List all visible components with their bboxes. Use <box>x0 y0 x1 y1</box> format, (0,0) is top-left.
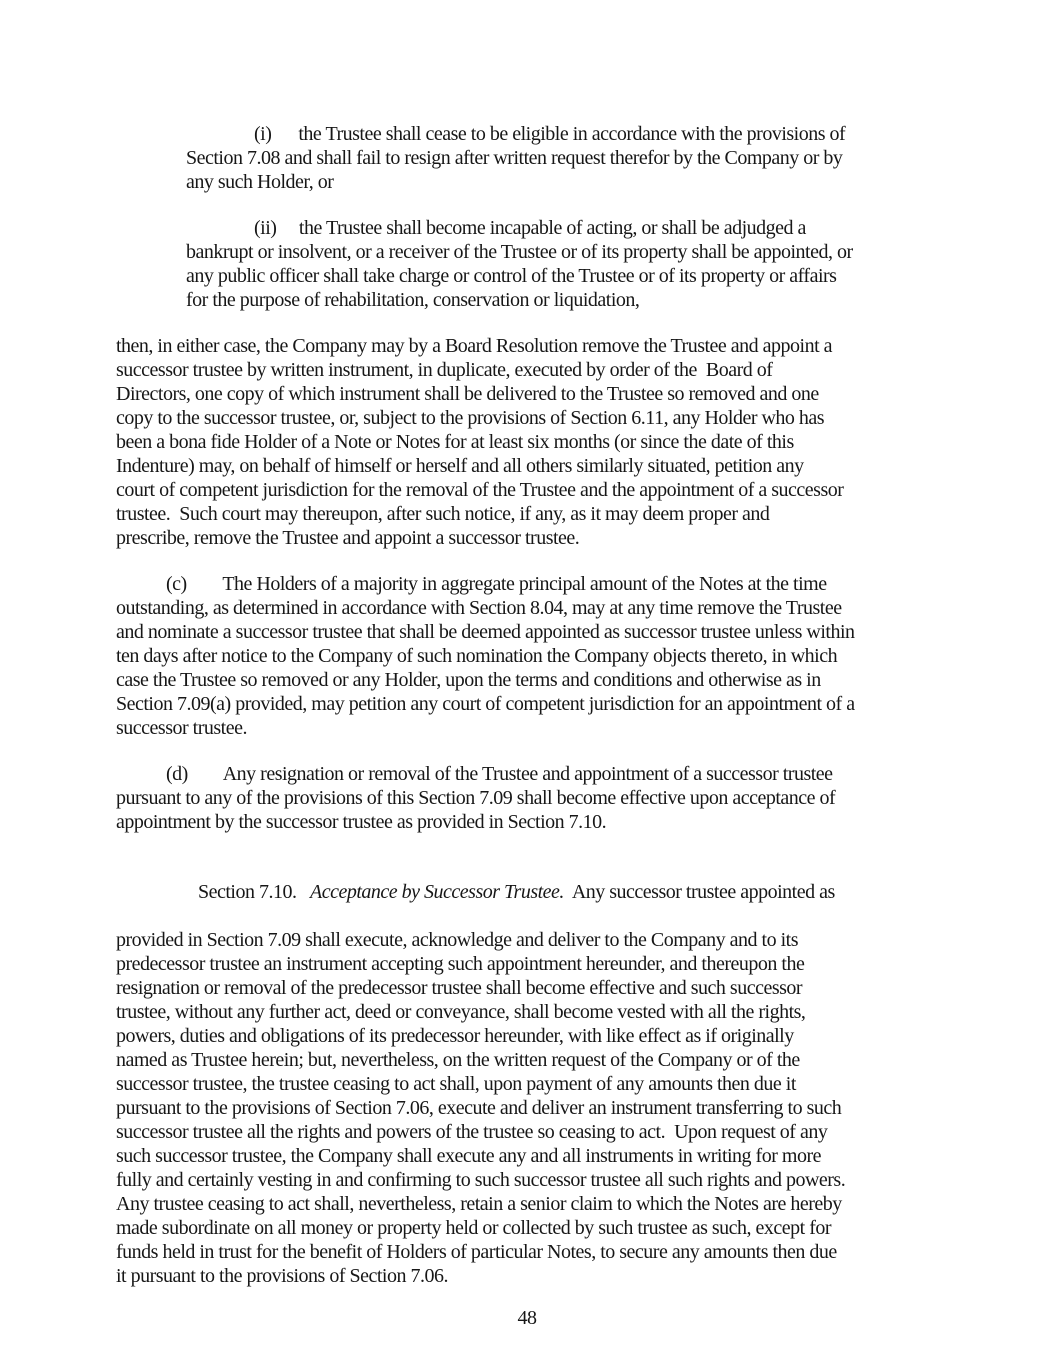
text-line: any such Holder, or <box>186 171 334 193</box>
text-line: for the purpose of rehabilitation, conservation or liquidation, <box>186 289 640 311</box>
text-line: predecessor trustee an instrument accepting such appointment hereunder, and thereupon the <box>116 953 805 975</box>
text-line: Section 7.09(a) provided, may petition any court of competent jurisdiction for an appointment of a <box>116 693 855 715</box>
section-number: Section 7.10. <box>198 881 310 903</box>
text-line: bankrupt or insolvent, or a receiver of the Trustee or of its property shall be appointed, or <box>186 241 853 263</box>
text-line: (ii) the Trustee shall become incapable of acting, or shall be adjudged a <box>254 217 806 239</box>
text-line: trustee. Such court may thereupon, after such notice, if any, as it may deem proper and <box>116 503 770 525</box>
text-line: (d) Any resignation or removal of the Trustee and appointment of a successor trustee <box>166 763 833 785</box>
paragraph-clause-ii <box>116 216 938 312</box>
page-number: 48 <box>517 1307 537 1329</box>
text-line: then, in either case, the Company may by a Board Resolution remove the Trustee and appoint a <box>116 335 833 357</box>
text-line: any public officer shall take charge or control of the Trustee or of its property or affairs <box>186 265 837 287</box>
text-line: prescribe, remove the Trustee and appoint a successor trustee. <box>116 527 580 549</box>
text-line: funds held in trust for the benefit of Holders of particular Notes, to secure any amounts then due <box>116 1241 837 1263</box>
text-line: copy to the successor trustee, or, subject to the provisions of Section 6.11, any Holder who has <box>116 407 825 429</box>
text-line: powers, duties and obligations of its predecessor hereunder, with like effect as if originally <box>116 1025 794 1047</box>
text-line: pursuant to any of the provisions of this Section 7.09 shall become effective upon acceptance of <box>116 787 836 809</box>
page-content <box>116 122 938 1330</box>
page-footer <box>116 1306 938 1330</box>
text-line: Section 7.08 and shall fail to resign after written request therefor by the Company or by <box>186 147 843 169</box>
text-line: outstanding, as determined in accordance with Section 8.04, may at any time remove the Trustee <box>116 597 842 619</box>
text-line: successor trustee, the trustee ceasing to act shall, upon payment of any amounts then due it <box>116 1073 796 1095</box>
text-line: Indenture) may, on behalf of himself or herself and all others similarly situated, petition any <box>116 455 804 477</box>
section-title: Acceptance by Successor Trustee. <box>310 881 564 903</box>
text-line: resignation or removal of the predecessor trustee shall become effective and such successor <box>116 977 803 999</box>
text-line: and nominate a successor trustee that shall be deemed appointed as successor trustee unless within <box>116 621 855 643</box>
text-line: successor trustee all the rights and powers of the trustee so ceasing to act. Upon request of any <box>116 1121 828 1143</box>
text-line: court of competent jurisdiction for the removal of the Trustee and the appointment of a successor <box>116 479 844 501</box>
text-line: successor trustee. <box>116 717 247 739</box>
text-line: provided in Section 7.09 shall execute, acknowledge and deliver to the Company and to its <box>116 929 798 951</box>
text-line: appointment by the successor trustee as provided in Section 7.10. <box>116 811 607 833</box>
text-line: (i) the Trustee shall cease to be eligible in accordance with the provisions of <box>254 123 846 145</box>
text-line: case the Trustee so removed or any Holder, upon the terms and conditions and otherwise as in <box>116 669 821 691</box>
text-line: trustee, without any further act, deed or conveyance, shall become vested with all the rights, <box>116 1001 806 1023</box>
paragraph-then-clause <box>116 334 938 550</box>
text-line: pursuant to the provisions of Section 7.06, execute and deliver an instrument transferring to such <box>116 1097 842 1119</box>
paragraph-section-7-10 <box>116 856 938 1288</box>
text-line: such successor trustee, the Company shall execute any and all instruments in writing for more <box>116 1145 821 1167</box>
text-line: ten days after notice to the Company of such nomination the Company objects thereto, in which <box>116 645 838 667</box>
text-line: it pursuant to the provisions of Section 7.06. <box>116 1265 448 1287</box>
text-line: named as Trustee herein; but, nevertheless, on the written request of the Company or of the <box>116 1049 800 1071</box>
text-line: made subordinate on all money or property held or collected by such trustee as such, except for <box>116 1217 832 1239</box>
text-line <box>116 856 938 928</box>
text-line: successor trustee by written instrument, in duplicate, executed by order of the Board of <box>116 359 773 381</box>
paragraph-clause-i <box>116 122 938 194</box>
text-line: Any trustee ceasing to act shall, nevertheless, retain a senior claim to which the Notes are hereby <box>116 1193 842 1215</box>
section-body-start: Any successor trustee appointed as <box>563 881 835 903</box>
text-line: (c) The Holders of a majority in aggregate principal amount of the Notes at the time <box>166 573 827 595</box>
text-line: fully and certainly vesting in and confirming to such successor trustee all such rights and powers. <box>116 1169 846 1191</box>
paragraph-d <box>116 762 938 834</box>
text-line: been a bona fide Holder of a Note or Notes for at least six months (or since the date of this <box>116 431 794 453</box>
paragraph-c <box>116 572 938 740</box>
text-line: Directors, one copy of which instrument shall be delivered to the Trustee so removed and one <box>116 383 819 405</box>
